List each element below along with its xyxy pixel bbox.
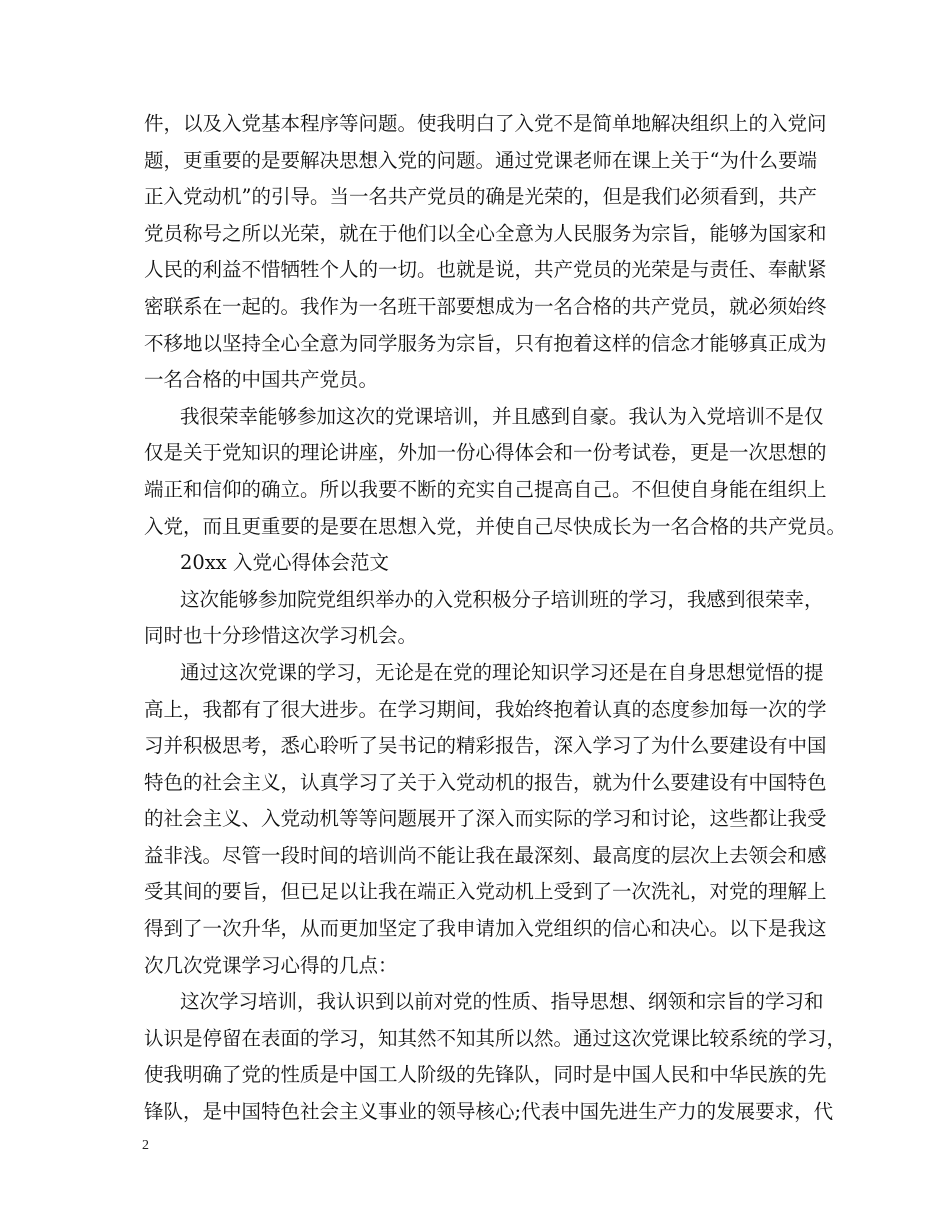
text-line: 题，更重要的是要解决思想入党的问题。通过党课老师在课上关于“为什么要端 [144, 148, 817, 172]
page-number: 2 [142, 1138, 149, 1153]
text-line: 仅是关于党知识的理论讲座，外加一份心得体会和一份考试卷，更是一次思想的 [144, 441, 827, 465]
text-line: 同时也十分珍惜这次学习机会。 [144, 624, 418, 648]
text-line: 高上，我都有了很大进步。在学习期间，我始终抱着认真的态度参加每一次的学 [144, 697, 827, 721]
text-line: 不移地以坚持全心全意为同学服务为宗旨，只有抱着这样的信念才能够真正成为 [144, 331, 827, 355]
text-line: 正入党动机”的引导。当一名共产党员的确是光荣的，但是我们必须看到，共产 [144, 185, 817, 209]
text-line: 锋队，是中国特色社会主义事业的领导核心;代表中国先进生产力的发展要求，代 [144, 1100, 834, 1124]
text-line: 密联系在一起的。我作为一名班干部要想成为一名合格的共产党员，就必须始终 [144, 294, 827, 318]
text-line: 党员称号之所以光荣，就在于他们以全心全意为人民服务为宗旨，能够为国家和 [144, 221, 827, 245]
text-line: 通过这次党课的学习，无论是在党的理论知识学习还是在自身思想觉悟的提 [180, 660, 824, 684]
text-line: 我很荣幸能够参加这次的党课培训，并且感到自豪。我认为入党培训不是仅 [180, 404, 824, 428]
text-line: 这次能够参加院党组织举办的入党积极分子培训班的学习，我感到很荣幸， [180, 587, 824, 611]
text-line: 益非浅。尽管一段时间的培训尚不能让我在最深刻、最高度的层次上去领会和感 [144, 843, 827, 867]
text-line: 20xx 入党心得体会范文 [180, 551, 390, 575]
body-text [144, 106, 847, 1131]
text-line: 特色的社会主义，认真学习了关于入党动机的报告，就为什么要建设有中国特色 [144, 770, 827, 794]
text-line: 受其间的要旨，但已足以让我在端正入党动机上受到了一次洗礼，对党的理解上 [144, 880, 827, 904]
text-line: 使我明确了党的性质是中国工人阶级的先锋队，同时是中国人民和中华民族的先 [144, 1063, 827, 1087]
text-line: 习并积极思考，悉心聆听了吴书记的精彩报告，深入学习了为什么要建设有中国 [144, 734, 827, 758]
text-line: 一名合格的中国共产党员。 [144, 368, 379, 392]
text-line: 件，以及入党基本程序等问题。使我明白了入党不是简单地解决组织上的入党问 [144, 112, 827, 135]
text-line: 次几次党课学习心得的几点： [144, 953, 398, 977]
text-line: 得到了一次升华，从而更加坚定了我申请加入党组织的信心和决心。以下是我这 [144, 917, 827, 941]
text-line: 端正和信仰的确立。所以我要不断的充实自己提高自己。不但使自身能在组织上 [144, 477, 827, 501]
text-line: 入党，而且更重要的是要在思想入党，并使自己尽快成长为一名合格的共产党员。 [144, 514, 847, 538]
text-line: 的社会主义、入党动机等等问题展开了深入而实际的学习和讨论，这些都让我受 [144, 807, 827, 831]
text-line: 认识是停留在表面的学习，知其然不知其所以然。通过这次党课比较系统的学习， [144, 1026, 847, 1050]
text-line: 这次学习培训，我认识到以前对党的性质、指导思想、纲领和宗旨的学习和 [180, 990, 824, 1014]
text-line: 人民的利益不惜牺牲个人的一切。也就是说，共产党员的光荣是与责任、奉献紧 [144, 258, 827, 282]
